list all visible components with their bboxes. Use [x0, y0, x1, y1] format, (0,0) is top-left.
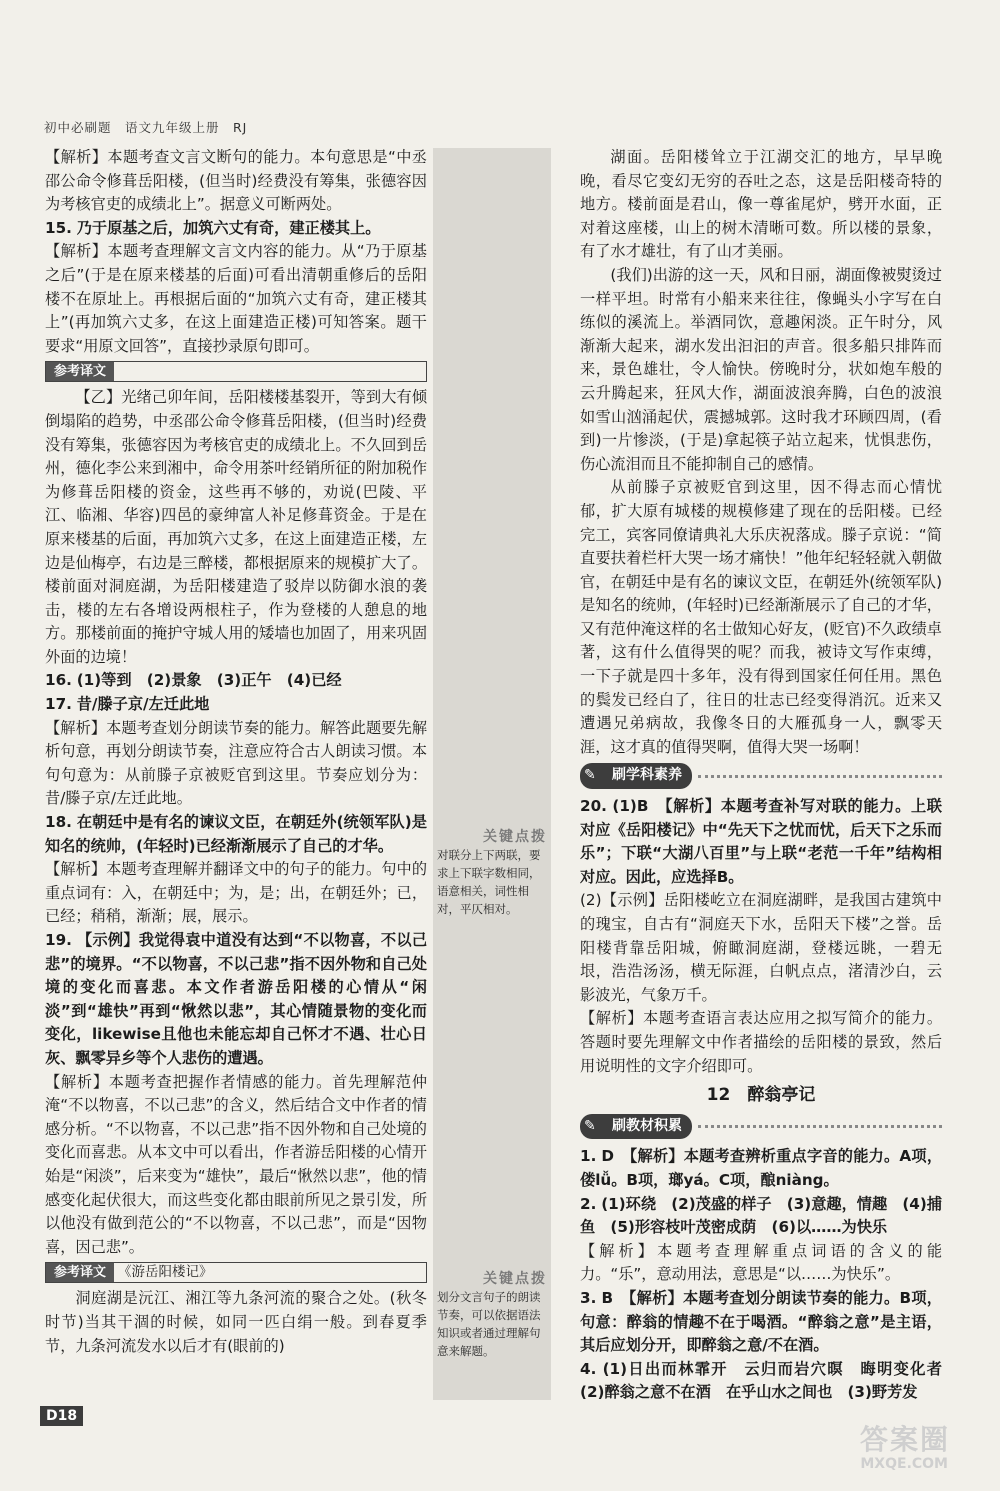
question-number: 2.	[580, 1194, 597, 1213]
watermark-url: MXQE.COM	[860, 1456, 948, 1472]
answer-item	[580, 1193, 942, 1240]
question-number: 19.	[45, 931, 72, 949]
page-number: D18	[40, 1406, 83, 1426]
answer-text: (1)B 【解析】本题考查补写对联的能力。上联对应《岳阳楼记》中“先天下之忧而忧，后天下之乐而乐”；下联“大湖八百里”与上联“老范一千年”结构相对应。因此，应选择B。	[580, 797, 942, 886]
answer-item	[45, 811, 427, 858]
key-point-note	[437, 828, 547, 918]
sidebar-note-column	[433, 148, 551, 1400]
paragraph: 【解析】本题考查文言文断句的能力。本句意思是“中丞邵公命令修葺岳阳楼，(但当时)经费没有筹集，张德容因为考核官吏的成绩北上”。据意义可断两处。	[45, 148, 427, 214]
key-point-note	[437, 1270, 547, 1360]
bar-label: 参考译文	[46, 1263, 114, 1282]
section-banner	[580, 763, 942, 789]
question-number: 18.	[45, 813, 72, 832]
note-title: 关键点拨	[483, 1271, 547, 1287]
answer-text: 【示例】我觉得袁中道没有达到“不以物喜，不以己悲”的境界。“不以物喜，不以己悲”指不因外物和自己处境的变化而喜悲。本文作者游岳阳楼的心情从“闲淡”到“雄快”再到“愀然以悲”，其心情随景物的变化而变化，likewise且他也未能忘却自己怀才不遇、壮心日灰、飘零异乡等个人悲伤的遭遇。	[45, 931, 428, 1067]
bar-label: 参考译文	[46, 362, 114, 381]
paragraph: 【解析】本题考查理解并翻译文中的句子的能力。句中的重点词有：入，在朝廷中；为，是；出，在朝廷外；已，已经；稍稍，渐渐；展，展示。	[45, 860, 427, 926]
dotted-divider	[698, 1125, 942, 1128]
section-banner	[580, 1114, 942, 1140]
pen-icon: ✎	[584, 767, 596, 784]
question-number: 17.	[45, 695, 72, 714]
bar-title: 《游岳阳楼记》	[118, 1264, 213, 1281]
paragraph: 【解析】本题考查划分朗读节奏的能力。解答此题要先解析句意，再划分朗读节奏，注意应符合古人朗读习惯。本句句意为：从前滕子京被贬官到这里。节奏应划分为：昔/滕子京/左迁此地。	[45, 718, 427, 808]
answer-item	[45, 693, 427, 717]
paragraph: (我们)出游的这一天，风和日丽，湖面像被熨烫过一样平坦。时常有小船来来往往，像蝇头小字写在白练似的溪流上。举酒同饮，意趣闲淡。正午时分，风渐渐大起来，湖水发出汩汩的声音。很多船只排阵而来，景色雄壮，令人愉快。傍晚时分，状如炮车般的云升腾起来，狂风大作，湖面波浪奔腾，白色的波浪如雪山汹涌起伏，震撼城郭。这时我才环顾四周，(看到)一片惨淡，(于是)拿起筷子站立起来，忧惧悲伤，伤心流泪而且不能抑制自己的感情。	[580, 265, 942, 473]
reference-translation-bar	[45, 361, 427, 382]
chapter-title: 12 醉翁亭记	[706, 1085, 816, 1106]
bar-title	[114, 362, 426, 381]
dotted-divider	[698, 775, 942, 778]
note-text: 划分文言句子的朗读节奏，可以依据语法知识或者通过理解句意来解题。	[437, 1290, 541, 1358]
answer-item	[580, 1358, 958, 1405]
question-number: 1.	[580, 1147, 597, 1166]
question-number: 15.	[45, 218, 72, 237]
answer-item	[45, 929, 427, 1071]
paragraph: 【解析】本题考查把握作者情感的能力。首先理解范仲淹“不以物喜，不以己悲”的含义，然后结合文中作者的情感分析。“不以物喜，不以己悲”指不因外物和自己处境的变化而喜悲。从本文中可以看出，作者游岳阳楼的心情开始是“闲淡”，后来变为“雄快”，最后“愀然以悲”，他的情感变化起伏很大，而这些变化都由眼前所见之景引发，所以他没有做到范公的“不以物喜，不以己悲”，而是“因物喜，因己悲”。	[45, 1072, 427, 1256]
answer-item	[580, 1287, 942, 1358]
section-text: 刷学科素养	[612, 767, 682, 784]
answer-text: 在朝廷中是有名的谏议文臣，在朝廷外(统领军队)是知名的统帅，(年轻时)已经渐渐展示了自己的才华。	[45, 813, 427, 855]
section-label	[580, 763, 692, 789]
answer-text: 乃于原基之后，加筑六丈有奇，建正楼其上。	[76, 218, 381, 237]
left-column	[45, 146, 427, 1358]
paragraph: 【解析】本题考查理解文言文内容的能力。从“乃于原基之后”(于是在原来楼基的后面)可看出清朝重修后的岳阳楼不在原址上。再根据后面的“加筑六丈有奇，建正楼其上”(再加筑六丈多，在这上面建造正楼)可知答案。题干要求“用原文回答”，直接抄录原句即可。	[45, 242, 427, 355]
answer-item	[45, 217, 427, 241]
running-header: 初中必刷题 语文九年级上册 RJ	[44, 120, 248, 135]
note-title: 关键点拨	[483, 829, 547, 845]
question-number: 4.	[580, 1359, 597, 1378]
question-number: 3.	[580, 1288, 597, 1307]
paragraph: (2)【示例】岳阳楼屹立在洞庭湖畔，是我国古建筑中的瑰宝，自古有“洞庭天下水，岳阳天下楼”之誉。岳阳楼背靠岳阳城，俯瞰洞庭湖，登楼远眺，一碧无垠，浩浩汤汤，横无际涯，白帆点点，渚清沙白，云影波光，气象万千。	[580, 891, 942, 1004]
paragraph: 【乙】光绪己卯年间，岳阳楼楼基裂开，等到大有倾倒塌陷的趋势，中丞邵公命令修葺岳阳楼，(但当时)经费没有筹集，张德容因为考核官吏的成绩北上。不久回到岳州，德化李公来到湘中，命令用茶叶经销所征的附加税作为修葺岳阳楼的资金，这些再不够的，劝说(巴陵、平江、临湘、华容)四邑的豪绅富人补足修葺资金。于是在原来楼基的后面，再加筑六丈多，在这上面建造正楼，左边是仙梅亭，右边是三醉楼，都根据原来的规模扩大了。楼前面对洞庭湖，为岳阳楼建造了驳岸以防御水浪的袭击，楼的左右各增设两根柱子，作为登楼的人憩息的地方。那楼前面的掩护守城人用的矮墙也加固了，用来巩固外面的边境！	[45, 388, 427, 666]
answer-text: 昔/滕子京/左迁此地	[76, 695, 210, 714]
answer-text: (1)环绕 (2)茂盛的样子 (3)意趣，情趣 (4)捕鱼 (5)形容枝叶茂密成荫 (6)以……为快乐	[580, 1194, 943, 1237]
answer-item	[45, 669, 427, 693]
pen-icon: ✎	[584, 1117, 596, 1134]
answer-text: D 【解析】本题考查辨析重点字音的能力。A项，偻lǚ。B项，瑯yá。C项，酿niàng。	[580, 1147, 943, 1189]
paragraph: 洞庭湖是沅江、湘江等九条河流的聚合之处。(秋冬时节)当其干涸的时候，如同一匹白绢一般。到春夏季节，九条河流发水以后才有(眼前的)	[45, 1289, 427, 1355]
paragraph: 湖面。岳阳楼耸立于江湖交汇的地方，早早晚晚，看尽它变幻无穷的吞吐之态，这是岳阳楼奇特的地方。楼前面是君山，像一尊雀尾炉，劈开水面，正对着这座楼，山上的树木清晰可数。所以楼的景象，有了水才雄壮，有了山才美丽。	[580, 148, 942, 261]
section-label	[580, 1114, 692, 1140]
answer-text: (1)日出而林霏开 云归而岩穴暝 晦明变化者 (2)醉翁之意不在酒 在乎山水之间也 (3)野芳发	[580, 1359, 958, 1402]
section-text: 刷教材积累	[612, 1117, 682, 1134]
paragraph: 从前滕子京被贬官到这里，因不得志而心情忧郁，扩大原有城楼的规模修建了现在的岳阳楼。已经完工，宾客同僚请典礼大乐庆祝落成。滕子京说：“简直要扶着栏杆大哭一场才痛快！”他年纪轻轻就入朝做官，在朝廷中是有名的谏议文臣，在朝廷外(统领军队)是知名的统帅，(年轻时)已经渐渐展示了自己的才华，又有范仲淹这样的名士做知心好友，(贬官)不久政绩卓著，这有什么值得哭的呢？而我，被诗文写作束缚，一下子就是四十多年，没有得到国家任何任用。黑色的鬓发已经白了，往日的壮志已经变得消沉。近来又遭遇兄弟病故，我像冬日的大雁孤身一人，飘零天涯，这才真的值得哭啊，值得大哭一场啊！	[580, 478, 942, 756]
answer-item	[580, 795, 942, 889]
question-number: 16.	[45, 671, 72, 690]
answer-text: (1)等到 (2)景象 (3)正午 (4)已经	[76, 671, 342, 690]
paragraph: 【解析】本题考查理解重点词语的含义的能力。“乐”，意动用法，意思是“以……为快乐”。	[580, 1241, 942, 1284]
reference-translation-bar	[45, 1262, 427, 1283]
answer-text: B 【解析】本题考查划分朗读节奏的能力。B项，句意：醉翁的情趣不在于喝酒。“醉翁之意”是主语，其后应划分开，即醉翁之意/不在酒。	[580, 1288, 942, 1355]
watermark-logo: 答案圈	[859, 1423, 950, 1456]
paragraph: 【解析】本题考查语言表达应用之拟写简介的能力。答题时要先理解文中作者描绘的岳阳楼的景致，然后用说明性的文字介绍即可。	[580, 1009, 942, 1075]
note-text: 对联分上下两联，要求上下联字数相同，语意相关，词性相对，平仄相对。	[437, 848, 541, 916]
right-column	[580, 146, 958, 1405]
question-number: 20.	[580, 797, 607, 816]
answer-item	[580, 1145, 942, 1192]
